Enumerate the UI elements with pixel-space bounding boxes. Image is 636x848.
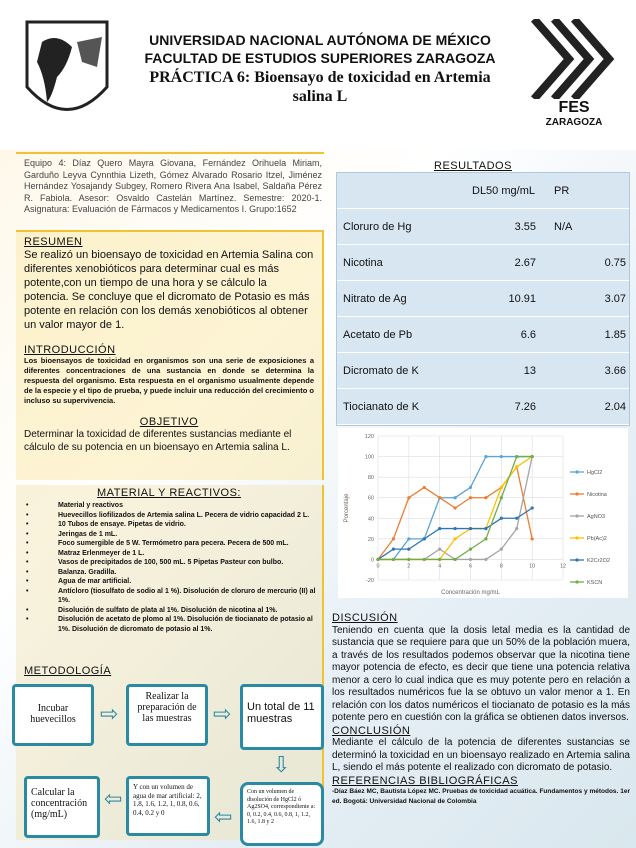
material-item: • Huevecillos liofilizados de Artemia salina L. Pecera de vidrio capacidad 2 L. [16,511,322,521]
material-item: • Balanza. Gradilla. [16,568,322,578]
data-point [469,558,472,561]
table-row [337,245,629,281]
metodologia-heading: METODOLOGÍA [24,665,112,677]
data-point [469,496,472,499]
data-point [484,496,487,499]
data-point [453,558,456,561]
arrow-left-icon: ⇦ [214,804,233,829]
materials-list [16,501,322,634]
data-point [423,486,426,489]
table-cell: 13 [523,364,536,377]
toxicity-line-chart [338,428,628,598]
data-point [453,527,456,530]
legend-label: Nicotina [587,492,607,498]
step-calcular: Calcular la concentración (mg/mL) [24,776,100,838]
table-cell: 2.67 [514,256,536,269]
data-point [392,558,395,561]
introduccion-heading: INTRODUCCIÓN [24,344,116,356]
step-volumen-agua: Y con un volumen de agua de mar artificial: 2, 1.8, 1.6, 1.2, 1, 0.8, 0.6, 0.4, 0.2 y 0 [126,776,210,836]
table-row [337,317,629,353]
discusion-text: Teniendo en cuenta que la dosis letal media es la cantidad de sustancia que se requiere para que un 50% de la población muera, a través de los resultados podemos observar que la nicotina tiene mayor potencia de efecto, es decir que tiene una potencia relativa menor a cero lo cual indica que es muy potente pero en relación a los resultados numéricos fue la se obtuvo un valor menor a 1. En relación con los datos numéricos el tiocianato de potasio es la más potente pero en cuestión con la gráfica se obtienen datos inversos. [332,624,630,723]
fes-logo-subtext: ZARAGOZA [545,116,603,128]
results-table [336,172,630,426]
legend-label: K2Cr2O2 [587,558,610,564]
x-tick-label: 2 [407,563,411,570]
summary-section [16,230,324,480]
data-point [392,548,395,551]
faculty-name: FACULTAD DE ESTUDIOS SUPERIORES ZARAGOZA [144,50,496,66]
legend-marker [575,536,578,539]
arrow-right-icon: ⇨ [213,701,232,726]
data-point [438,548,441,551]
legend-marker [575,492,578,495]
material-item: • Jeringas de 1 mL. [16,530,322,540]
poster-header [0,0,636,150]
data-point [392,537,395,540]
material-item: • Disolución de sulfato de plata al 1%. Disolución de nicotina al 1%. [16,606,322,616]
data-point [407,496,410,499]
data-point [423,558,426,561]
university-name: UNIVERSIDAD NACIONAL AUTÓNOMA DE MÉXICO [149,32,491,48]
header-cell: DL50 mg/mL [472,184,535,197]
table-cell: Tiocianato de K [343,400,420,413]
divider [16,152,324,154]
legend-marker [575,558,578,561]
y-tick-label: 40 [367,516,374,523]
discussion-section [332,612,630,807]
table-cell: 3.07 [604,292,626,305]
material-item: • Foco sumergible de 5 W. Termómetro para pecera. Pecera de 500 mL. [16,539,322,549]
table-row [337,281,629,317]
data-point [500,455,503,458]
data-point [484,527,487,530]
data-point [484,455,487,458]
data-point [438,558,441,561]
data-point [515,527,518,530]
data-point [531,537,534,540]
legend-label: KSCN [587,580,603,586]
series-line-K2Cr2O2 [378,508,532,559]
material-item: • Agua de mar artificial. [16,577,322,587]
data-point [469,548,472,551]
data-point [438,527,441,530]
material-item: • 10 Tubos de ensaye. Pipetas de vidrio. [16,520,322,530]
arrow-left-icon: ⇦ [104,786,123,811]
table-cell: 0.75 [604,256,626,269]
data-point [500,486,503,489]
resultados-heading: RESULTADOS [434,160,512,172]
table-cell: Dicromato de K [343,364,419,377]
material-item: • Disolución de acetato de plomo al 1%. Disolución de tiocianato de potasio al 1%. Disolución de dicromato de potasio al 1%. [16,615,322,634]
series-line-Nicotina [378,467,532,560]
material-item: • Vasos de precipitados de 100, 500 mL. 5 Pipetas Pasteur con bulbo. [16,558,322,568]
data-point [453,537,456,540]
resumen-text: Se realizó un bioensayo de toxicidad en Artemia Salina con diferentes xenobióticos para determinar cual es más potente,con un tiempo de una hora y se cálculo la potencia. Se concluye que el dicromato de Potasio es más potente en relación con los demás xenobióticos al obtener un valor mayor de 1. [24,249,314,331]
table-cell: 7.26 [514,400,536,413]
arrow-right-icon: ⇨ [100,701,119,726]
conclusion-text: Mediante el cálculo de la potencia de diferentes sustancias se determinó la toxicidad en un bioensayo realizado en Artemia salina L, siendo el más potente el realizado con dicromato de potasio. [332,737,630,773]
introduccion-text: Los bioensayos de toxicidad en organismos son una serie de exposiciones a diferentes concentraciones de una sustancia en donde se determina la respuesta del organismo. Esta respuesta en el organismo usualmente depende de la especie y el tipo de prueba, y puede incluir una reducción del crecimiento o incluso su supervivencia. [24,356,314,405]
data-point [438,496,441,499]
legend-marker [575,514,578,517]
data-point [423,537,426,540]
data-point [515,465,518,468]
data-point [407,548,410,551]
objetivo-heading: OBJETIVO [139,416,199,428]
unam-logo [12,14,122,134]
table-cell: 1.85 [604,328,626,341]
material-item: • Antícloro (tiosulfato de sodio al 1 %). Disolución de cloruro de mercurio (II) al 1%. [16,587,322,606]
data-point [407,537,410,540]
y-axis-label: Porcentaje [344,493,350,523]
data-point [453,506,456,509]
y-tick-label: 80 [367,475,374,482]
legend-label: HgCl2 [587,470,603,476]
x-tick-label: 4 [438,563,442,570]
data-point [500,496,503,499]
header-cell: PR [554,184,570,197]
data-point [407,558,410,561]
table-cell: Acetato de Pb [343,328,413,341]
x-tick-label: 6 [468,563,473,570]
x-tick-label: 0 [376,563,380,570]
table-row [337,209,629,245]
table-row [337,353,629,389]
x-tick-label: 8 [499,563,503,570]
resumen-heading: RESUMEN [24,236,83,248]
table-row [337,389,629,425]
table-cell: Nicotina [343,256,383,269]
arrow-down-icon: ⇩ [272,752,291,777]
table-cell: 10.91 [508,292,536,305]
y-tick-label: 60 [367,495,374,502]
data-point [531,506,534,509]
legend-label: AgNO3 [587,514,606,520]
data-point [469,527,472,530]
data-point [469,486,472,489]
material-heading: MATERIAL Y REACTIVOS: [97,487,241,499]
data-point [500,517,503,520]
data-point [453,496,456,499]
table-cell: Cloruro de Hg [343,220,412,233]
step-total: Un total de 11 muestras [240,684,324,750]
y-tick-label: 100 [364,454,374,461]
legend-label: Pb(Ac)2 [587,536,607,542]
team-info: Equipo 4: Díaz Quero Mayra Giovana, Fernández Orihuela Miriam, Garduño Leyva Cynnthia Lizeth, Gómez Alvarado Rosario Itzel, Jiménez Hernández Yosajandy Subgey, Romero Rivera Ana Isabel, Saldaña Pérez R. Fabiola. Asesor: Osvaldo Castelán Martínez. Semestre: 2020-1. Asignatura: Evaluación de Fármacos y Medicamentos I. Grupo:1652 [24,158,322,214]
table-cell: 3.55 [514,220,536,233]
x-axis-label: Concentración mg/mL [441,590,500,596]
conclusion-heading: CONCLUSIÓN [332,724,411,737]
table-cell: 6.6 [520,328,536,341]
legend-marker [575,580,578,583]
y-tick-label: 120 [364,434,374,440]
step-preparacion: Realizar la preparación de las muestras [126,684,208,746]
material-item: • Matraz Erlenmeyer de 1 L. [16,549,322,559]
y-tick-label: -20 [366,578,374,584]
data-point [484,558,487,561]
data-point [515,455,518,458]
x-tick-label: 12 [559,563,567,570]
table-cell: N/A [554,220,573,233]
table-cell: 2.04 [604,400,626,413]
objetivo-text: Determinar la toxicidad de diferentes sustancias mediante el cálculo de su potencia en un bioensayo en Artemia salina L. [24,429,292,453]
discusion-heading: DISCUSIÓN [332,612,398,624]
table-header-row [337,173,629,209]
data-point [376,558,379,561]
data-point [515,517,518,520]
x-tick-label: 10 [529,563,536,570]
legend-marker [575,470,578,473]
y-tick-label: 0 [370,557,374,564]
data-point [531,455,534,458]
fes-logo-text: FES [558,98,590,116]
step-incubar: Incubar huevecillos [12,684,94,746]
referencias-heading: REFERENCIAS BIBLIOGRÁFICAS [332,774,518,787]
table-cell: 3.66 [604,364,626,377]
data-point [484,537,487,540]
step-volumen-disolucion: Con un volumen de disolución de HgCl2 ó Ag2SO4, correspondiente a: 0, 0.2, 0.4, 0.6, 0.8, 1, 1.2, 1.6, 1.8 y 2 [240,782,324,846]
practice-title: PRÁCTICA 6: Bioensayo de toxicidad en Artemia salina L [149,69,491,105]
material-item: • Material y reactivos [16,501,322,511]
fes-zaragoza-logo [520,14,628,132]
reference-text: -Díaz Báez MC, Bautista López MC. Pruebas de toxicidad acuática. Fundamentos y métodos. 1er ed. Bogotá: Universidad Nacional de Colombia [332,788,630,805]
table-cell: Nitrato de Ag [343,292,407,305]
y-tick-label: 20 [367,536,374,543]
data-point [500,548,503,551]
